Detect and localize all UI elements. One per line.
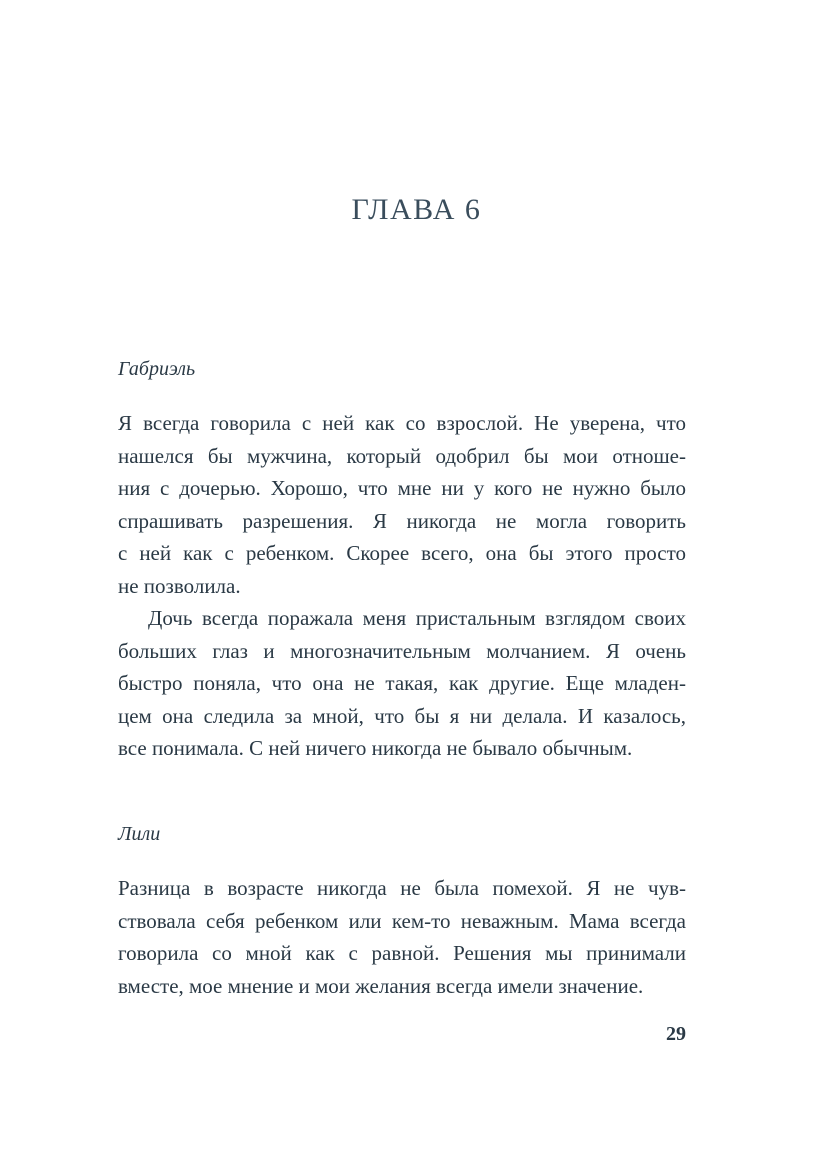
narrator-name: Лили [118, 823, 161, 845]
text-line: быстро поняла, что она не такая, как другие. Еще младен- [118, 671, 686, 695]
text-line: говорила со мной как с равной. Решения мы принимали [118, 941, 686, 965]
text-line: все понимала. С ней ничего никогда не бывало обычным. [118, 736, 633, 760]
text-line: нашелся бы мужчина, который одобрил бы мои отноше- [118, 443, 686, 468]
section-gabrielle [118, 353, 686, 765]
text-line: Разница в возрасте никогда не была помехой. Я не чув- [118, 876, 686, 900]
text-line: Я всегда говорила с ней как со взрослой. Не уверена, что [118, 411, 686, 435]
text-line: больших глаз и многозначительным молчанием. Я очень [118, 638, 686, 663]
paragraph [118, 407, 686, 602]
text-line: не позволила. [118, 573, 241, 598]
section-lili [118, 818, 686, 1002]
text-line: ствовала себя ребенком или кем-то неважным. Мама всегда [118, 908, 686, 933]
text-line: Дочь всегда поражала меня пристальным взглядом своих [148, 606, 686, 630]
text-line: вместе, мое мнение и мои желания всегда имели значение. [118, 973, 644, 998]
narrator-name: Габриэль [118, 358, 196, 380]
paragraph [118, 602, 686, 765]
text-line: цем она следила за мной, что бы я ни делала. И казалось, [118, 703, 686, 728]
page-number: 29 [666, 1023, 686, 1045]
text-line: спрашивать разрешения. Я никогда не могла говорить [118, 508, 686, 533]
text-line: с ней как с ребенком. Скорее всего, она бы этого просто [118, 541, 686, 565]
paragraph [118, 872, 686, 1002]
chapter-title: ГЛАВА 6 [351, 193, 482, 226]
text-line: ния с дочерью. Хорошо, что мне ни у кого не нужно было [118, 476, 686, 500]
